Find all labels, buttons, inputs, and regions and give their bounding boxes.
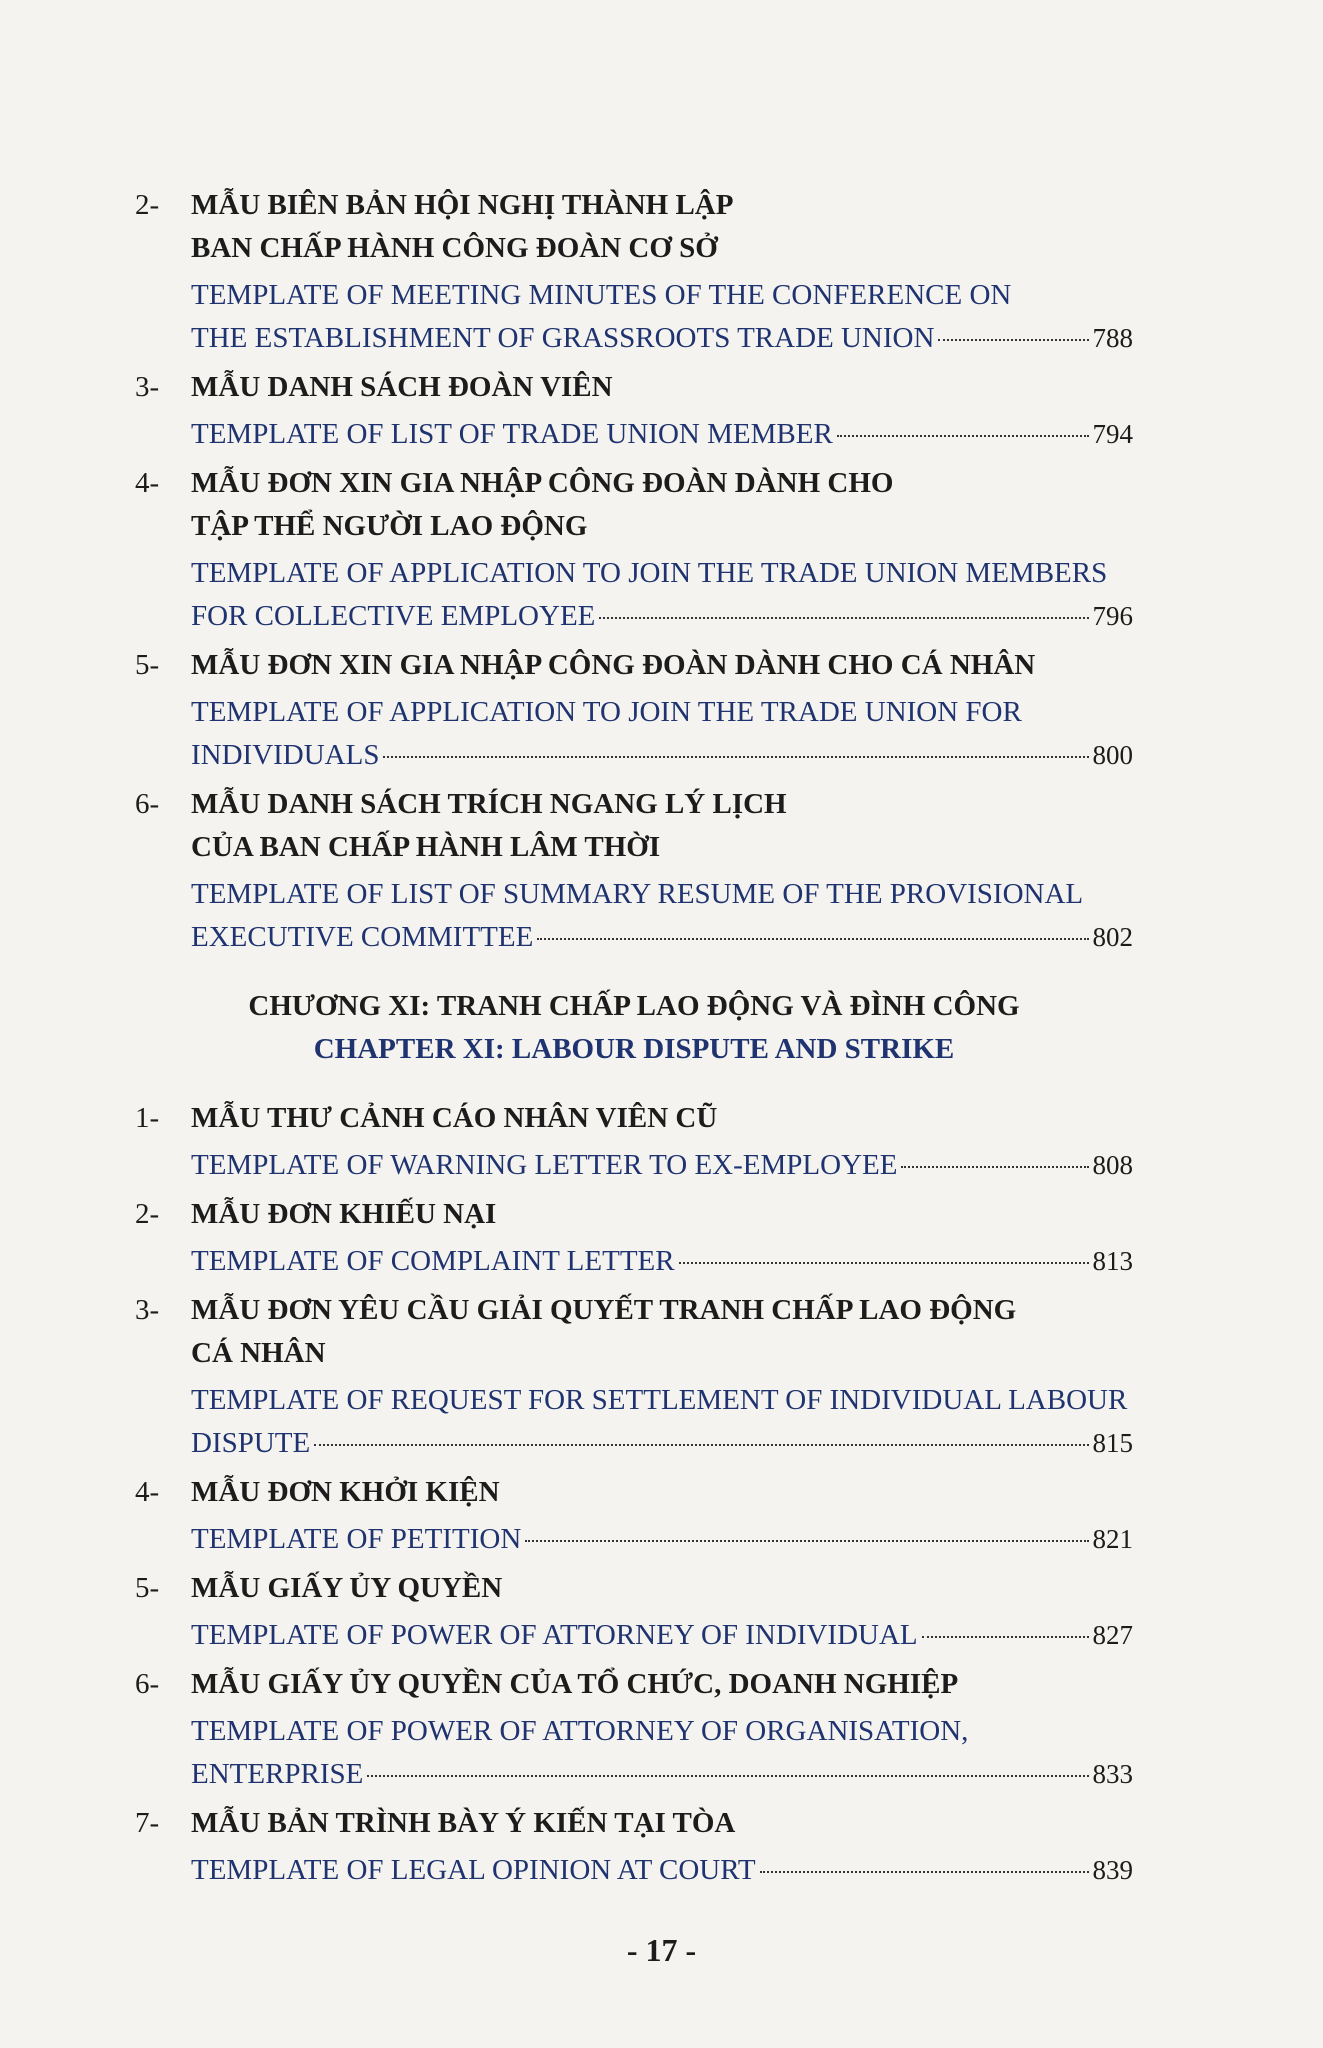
toc-entry — [135, 644, 1133, 777]
toc-entry — [135, 366, 1133, 456]
entry-title-en: EXECUTIVE COMMITTEE — [191, 921, 534, 953]
dot-leader — [525, 1540, 1088, 1542]
entry-page-number: 827 — [1092, 1620, 1133, 1650]
entry-body — [191, 783, 1133, 959]
entry-page-number: 788 — [1092, 323, 1133, 353]
entry-leader-line — [191, 1614, 1133, 1657]
entry-body — [191, 1193, 1133, 1283]
dot-leader — [599, 617, 1088, 619]
entry-title-en: TEMPLATE OF APPLICATION TO JOIN THE TRADE UNION MEMBERS — [191, 557, 1108, 589]
entry-title-en: TEMPLATE OF POWER OF ATTORNEY OF INDIVIDUAL — [191, 1619, 918, 1651]
entry-leader-line — [191, 1240, 1133, 1283]
entry-title-en: TEMPLATE OF COMPLAINT LETTER — [191, 1245, 675, 1277]
entry-title-en: TEMPLATE OF PETITION — [191, 1523, 522, 1555]
entry-page-number: 794 — [1092, 419, 1133, 449]
entry-title-vn: MẪU BIÊN BẢN HỘI NGHỊ THÀNH LẬP — [191, 189, 734, 221]
dot-leader — [760, 1871, 1089, 1873]
chapter-title-vn: CHƯƠNG XI: TRANH CHẤP LAO ĐỘNG VÀ ĐÌNH CÔNG — [248, 990, 1020, 1022]
entry-title-vn: MẪU BẢN TRÌNH BÀY Ý KIẾN TẠI TÒA — [191, 1807, 736, 1839]
entry-number: 6- — [135, 1668, 160, 1700]
entry-leader-line — [191, 1753, 1133, 1796]
toc-entry — [135, 1567, 1133, 1657]
dot-leader — [679, 1262, 1089, 1264]
entry-title-en: TEMPLATE OF LIST OF TRADE UNION MEMBER — [191, 418, 833, 450]
entry-page-number: 833 — [1092, 1759, 1133, 1789]
entry-title-en: TEMPLATE OF MEETING MINUTES OF THE CONFERENCE ON — [191, 279, 1012, 311]
entry-title-en: TEMPLATE OF POWER OF ATTORNEY OF ORGANISATION, — [191, 1715, 969, 1747]
entry-title-en: TEMPLATE OF APPLICATION TO JOIN THE TRADE UNION FOR — [191, 696, 1022, 728]
entry-number: 5- — [135, 649, 160, 681]
entry-page-number: 800 — [1092, 740, 1133, 770]
entry-title-en: INDIVIDUALS — [191, 739, 380, 771]
entry-body — [191, 184, 1133, 360]
chapter-heading — [135, 985, 1133, 1071]
entry-title-en: TEMPLATE OF LIST OF SUMMARY RESUME OF THE PROVISIONAL — [191, 878, 1084, 910]
entry-leader-line — [191, 413, 1133, 456]
entry-leader-line — [191, 595, 1133, 638]
toc-entry — [135, 184, 1133, 360]
entry-body — [191, 366, 1133, 456]
dot-leader — [938, 339, 1088, 341]
entry-title-vn: CÁ NHÂN — [191, 1337, 326, 1369]
entry-title-en: TEMPLATE OF LEGAL OPINION AT COURT — [191, 1854, 756, 1886]
entry-title-en: TEMPLATE OF REQUEST FOR SETTLEMENT OF INDIVIDUAL LABOUR — [191, 1384, 1128, 1416]
dot-leader — [367, 1775, 1088, 1777]
entry-page-number: 813 — [1092, 1246, 1133, 1276]
entry-title-vn: MẪU ĐƠN XIN GIA NHẬP CÔNG ĐOÀN DÀNH CHO CÁ NHÂN — [191, 649, 1036, 681]
entry-title-vn: MẪU GIẤY ỦY QUYỀN CỦA TỔ CHỨC, DOANH NGHIỆP — [191, 1668, 959, 1700]
entry-body — [191, 1663, 1133, 1796]
entry-number: 7- — [135, 1807, 160, 1839]
entry-title-en: TEMPLATE OF WARNING LETTER TO EX-EMPLOYEE — [191, 1149, 898, 1181]
entry-number: 2- — [135, 189, 160, 221]
dot-leader — [383, 756, 1088, 758]
entry-page-number: 821 — [1092, 1524, 1133, 1554]
entry-title-vn: MẪU DANH SÁCH ĐOÀN VIÊN — [191, 371, 613, 403]
entry-number: 4- — [135, 1476, 160, 1508]
entry-page-number: 815 — [1092, 1428, 1133, 1458]
entry-title-en: DISPUTE — [191, 1427, 311, 1459]
toc-entry — [135, 1097, 1133, 1187]
entry-number: 4- — [135, 467, 160, 499]
dot-leader — [314, 1444, 1088, 1446]
entry-body — [191, 1289, 1133, 1465]
entry-number: 3- — [135, 1294, 160, 1326]
toc-entry — [135, 462, 1133, 638]
entry-body — [191, 1097, 1133, 1187]
toc-entry — [135, 1471, 1133, 1561]
entry-number: 6- — [135, 788, 160, 820]
entry-body — [191, 644, 1133, 777]
entry-title-vn: MẪU ĐƠN YÊU CẦU GIẢI QUYẾT TRANH CHẤP LAO ĐỘNG — [191, 1294, 1017, 1326]
toc-entry — [135, 1289, 1133, 1465]
entry-title-vn: BAN CHẤP HÀNH CÔNG ĐOÀN CƠ SỞ — [191, 232, 718, 264]
toc-entry — [135, 1193, 1133, 1283]
entry-page-number: 808 — [1092, 1150, 1133, 1180]
entry-title-en: FOR COLLECTIVE EMPLOYEE — [191, 600, 596, 632]
entry-leader-line — [191, 1422, 1133, 1465]
entry-number: 1- — [135, 1102, 160, 1134]
entry-title-en: ENTERPRISE — [191, 1758, 364, 1790]
toc-section-b — [135, 1097, 1133, 1892]
entry-body — [191, 462, 1133, 638]
toc-section-a — [135, 184, 1133, 959]
entry-page-number: 839 — [1092, 1855, 1133, 1885]
entry-title-vn: MẪU ĐƠN XIN GIA NHẬP CÔNG ĐOÀN DÀNH CHO — [191, 467, 894, 499]
toc-entry — [135, 1663, 1133, 1796]
entry-title-vn: MẪU THƯ CẢNH CÁO NHÂN VIÊN CŨ — [191, 1102, 718, 1134]
entry-body — [191, 1802, 1133, 1892]
entry-body — [191, 1567, 1133, 1657]
entry-title-en: THE ESTABLISHMENT OF GRASSROOTS TRADE UNION — [191, 322, 935, 354]
entry-number: 2- — [135, 1198, 160, 1230]
entry-title-vn: CỦA BAN CHẤP HÀNH LÂM THỜI — [191, 831, 661, 863]
entry-leader-line — [191, 1144, 1133, 1187]
entry-body — [191, 1471, 1133, 1561]
chapter-title-en: CHAPTER XI: LABOUR DISPUTE AND STRIKE — [313, 1033, 955, 1065]
entry-leader-line — [191, 734, 1133, 777]
entry-leader-line — [191, 1849, 1133, 1892]
entry-title-vn: MẪU ĐƠN KHIẾU NẠI — [191, 1198, 497, 1230]
entry-page-number: 796 — [1092, 601, 1133, 631]
dot-leader — [901, 1166, 1088, 1168]
toc-entry — [135, 1802, 1133, 1892]
entry-leader-line — [191, 916, 1133, 959]
entry-number: 5- — [135, 1572, 160, 1604]
dot-leader — [837, 435, 1089, 437]
entry-title-vn: MẪU GIẤY ỦY QUYỀN — [191, 1572, 503, 1604]
entry-title-vn: TẬP THỂ NGƯỜI LAO ĐỘNG — [191, 510, 588, 542]
entry-page-number: 802 — [1092, 922, 1133, 952]
entry-number: 3- — [135, 371, 160, 403]
entry-title-vn: MẪU ĐƠN KHỞI KIỆN — [191, 1476, 500, 1508]
entry-title-vn: MẪU DANH SÁCH TRÍCH NGANG LÝ LỊCH — [191, 788, 787, 820]
dot-leader — [537, 938, 1088, 940]
entry-leader-line — [191, 1518, 1133, 1561]
toc-entry — [135, 783, 1133, 959]
page-number: - 17 - — [626, 1932, 697, 1968]
dot-leader — [922, 1636, 1089, 1638]
entry-leader-line — [191, 317, 1133, 360]
